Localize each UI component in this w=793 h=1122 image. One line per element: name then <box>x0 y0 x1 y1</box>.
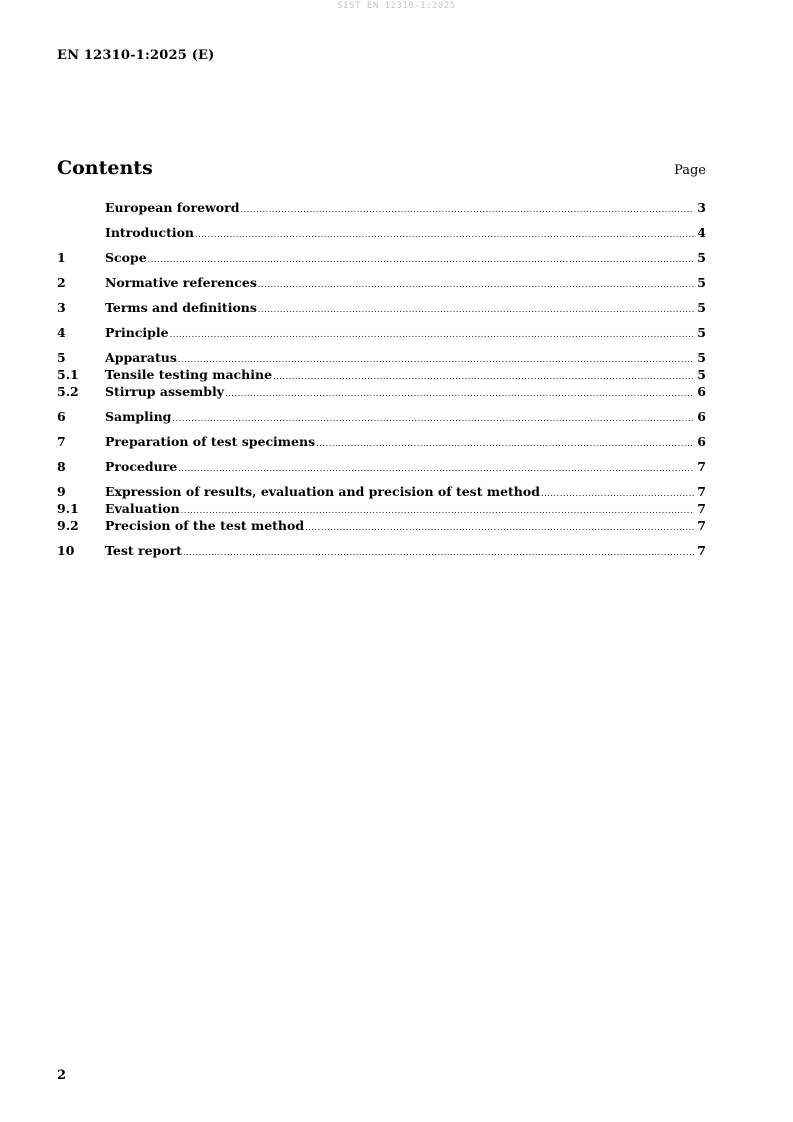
toc-entry[interactable] <box>57 324 706 341</box>
toc-leader-dots <box>178 460 694 477</box>
toc-entry[interactable] <box>57 383 706 400</box>
toc-entry-title: Introduction <box>105 225 195 240</box>
toc-entry-number: 6 <box>57 409 66 424</box>
toc-entry-title: European foreword <box>105 200 240 215</box>
toc-entry-number: 5 <box>57 350 66 365</box>
toc-entry-page: 7 <box>697 543 706 558</box>
toc-entry-number: 3 <box>57 300 66 315</box>
toc-entry-title: Principle <box>105 325 169 340</box>
toc-leader-dots <box>170 326 694 343</box>
toc-entry[interactable] <box>57 366 706 383</box>
toc-leader-dots <box>195 226 694 243</box>
toc-leader-dots <box>258 276 694 293</box>
toc-entry-title: Terms and definitions <box>105 300 257 315</box>
toc-leader-dots <box>148 251 694 268</box>
table-of-contents <box>57 199 706 559</box>
toc-entry[interactable] <box>57 542 706 559</box>
toc-entry[interactable] <box>57 274 706 291</box>
toc-leader-dots <box>240 201 694 218</box>
toc-entry-page: 5 <box>697 367 706 382</box>
toc-leader-dots <box>316 435 694 452</box>
toc-entry-page: 5 <box>697 325 706 340</box>
toc-entry-number: 2 <box>57 275 66 290</box>
toc-entry-title: Scope <box>105 250 147 265</box>
toc-entry-page: 6 <box>697 384 706 399</box>
toc-entry-number: 5.2 <box>57 384 79 399</box>
toc-entry-title: Stirrup assembly <box>105 384 225 399</box>
toc-leader-dots <box>273 368 694 385</box>
toc-entry-page: 6 <box>697 434 706 449</box>
toc-entry-page: 3 <box>697 200 706 215</box>
toc-entry-title: Test report <box>105 543 182 558</box>
toc-entry-number: 1 <box>57 250 66 265</box>
toc-entry[interactable] <box>57 458 706 475</box>
toc-entry[interactable] <box>57 249 706 266</box>
toc-entry-title: Evaluation <box>105 501 180 516</box>
toc-entry-page: 7 <box>697 518 706 533</box>
toc-entry-number: 5.1 <box>57 367 79 382</box>
toc-entry-title: Expression of results, evaluation and precision of test method <box>105 484 540 499</box>
page-number: 2 <box>57 1068 67 1083</box>
toc-entry[interactable] <box>57 349 706 366</box>
toc-entry-number: 10 <box>57 543 75 558</box>
toc-entry[interactable] <box>57 199 706 216</box>
toc-entry-title: Preparation of test specimens <box>105 434 316 449</box>
toc-entry-page: 7 <box>697 459 706 474</box>
page-column-label: Page <box>674 163 706 178</box>
toc-entry[interactable] <box>57 433 706 450</box>
watermark: SIST EN 12310-1:2025 <box>337 1 456 11</box>
toc-entry-number: 8 <box>57 459 66 474</box>
toc-leader-dots <box>172 410 694 427</box>
toc-entry[interactable] <box>57 483 706 500</box>
toc-entry-page: 5 <box>697 300 706 315</box>
toc-entry[interactable] <box>57 408 706 425</box>
toc-entry-number: 9.2 <box>57 518 79 533</box>
toc-entry-page: 5 <box>697 250 706 265</box>
document-id-header: EN 12310-1:2025 (E) <box>57 48 215 63</box>
toc-entry[interactable] <box>57 500 706 517</box>
toc-entry-number: 9 <box>57 484 66 499</box>
toc-entry[interactable] <box>57 224 706 241</box>
toc-entry-page: 4 <box>697 225 706 240</box>
toc-entry-number: 4 <box>57 325 66 340</box>
toc-entry[interactable] <box>57 299 706 316</box>
toc-leader-dots <box>258 301 694 318</box>
toc-entry-number: 9.1 <box>57 501 79 516</box>
toc-leader-dots <box>225 385 694 402</box>
toc-entry-title: Sampling <box>105 409 172 424</box>
toc-entry-number: 7 <box>57 434 66 449</box>
toc-leader-dots <box>305 519 694 536</box>
toc-entry-page: 7 <box>697 501 706 516</box>
toc-entry-title: Apparatus <box>105 350 177 365</box>
toc-leader-dots <box>183 544 694 561</box>
toc-entry-page: 5 <box>697 275 706 290</box>
toc-entry-page: 7 <box>697 484 706 499</box>
toc-entry[interactable] <box>57 517 706 534</box>
toc-leader-dots <box>541 485 694 502</box>
contents-heading: Contents <box>57 157 153 179</box>
toc-entry-title: Tensile testing machine <box>105 367 273 382</box>
toc-entry-page: 5 <box>697 350 706 365</box>
toc-entry-title: Precision of the test method <box>105 518 305 533</box>
toc-entry-title: Normative references <box>105 275 257 290</box>
toc-entry-page: 6 <box>697 409 706 424</box>
toc-entry-title: Procedure <box>105 459 178 474</box>
